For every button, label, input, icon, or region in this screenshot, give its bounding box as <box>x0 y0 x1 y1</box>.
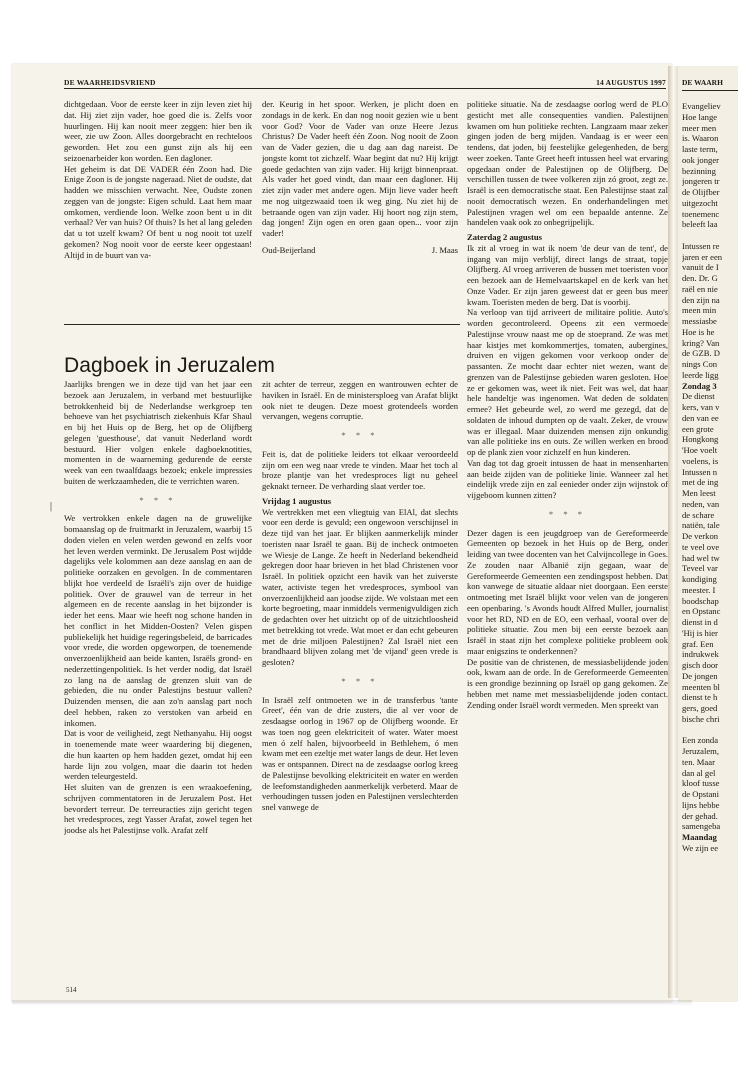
section-break-stars: * * * <box>341 430 379 440</box>
next-page-line: indrukwek <box>682 649 719 660</box>
paragraph: Ik zit al vroeg in wat ik noem 'de deur van de tent', de ingang van mijn verblijf, direct langs de straat, topje Olijfberg. Al vroeg arriveren de bussen met toeristen voor een bezoek aan de Hemelvaartskapel en de kerk van het Onze Vader. Er zijn jaren geweest dat er geen bus meer kwam. Toeristen meden de berg. Dat is voorbij. <box>467 242 668 307</box>
next-page-line: meen min <box>682 305 717 316</box>
next-page-line: laste term, <box>682 144 718 154</box>
paragraph: We vertrokken enkele dagen na de gruwelijke bomaanslag op de fruitmarkt in Jeruzalem, waarbij 15 doden vielen en velen werden gewond en zelfs voor het leven werden verminkt. De Jerusalem Post wijdde dagelijks vele kolommen aan deze aanslag en aan de politieke oorzaken en gevolgen. In de commentaren blijkt hoe verdeeld de Israëli's zijn over de huidige politiek. Over de grauwel van de terreur in het algemeen en de recente aanslag in het bijzonder is ieder het eens. Maar wie heeft nog schone handen in het conflict in het Midden-Oosten? Velen gispen publiekelijk het huidige regeringsbeleid, de barricades voor vrede, die worden opgeworpen, de toenemende onverzoenlijkheid aan beide kanten, Israëls grond- en nederzettingenpolitiek. Is het verder nodig, dat Israël zo lang na de aanslag de grenzen sluit van de gebieden, die nu onder Palestijns bestuur vallen? Duizenden mensen, die aan zo'n aanslag part noch deel hebben, raken zo verstoken van arbeid en inkomen. <box>64 513 252 728</box>
next-page-line: den. Dr. G <box>682 273 718 283</box>
next-page-line: bische chri <box>682 713 720 724</box>
next-page-line: kloof tusse <box>682 778 720 789</box>
next-page-line: graf. Een <box>682 638 714 649</box>
paragraph: Dezer dagen is een jeugdgroep van de Gereformeerde Gemeenten op bezoek in het Huis op de Berg, onder leiding van twee docenten van het Calvijncollege in Goes. Ze zouden naar Albanië zijn gegaan, waar de Gereformeerde Gemeenten een zendingspost hebben. Dat kon vanwege de situatie aldaar niet doorgaan. Een eerste ontmoeting met Israël blijkt voor velen van de jongeren een openbaring. 's Avonds houdt Alfred Muller, journalist voor het RD, ND en de EO, een verhaal, vooral over de politieke situatie. Zou men bij een eerste bezoek aan Israël in staat zijn het complexe politieke probleem ook maar enigszins te onderkennen? <box>467 527 668 656</box>
next-page-line: met de ing <box>682 477 719 488</box>
next-page-line: Teveel var <box>682 563 718 574</box>
signature-place: Oud-Beijerland <box>262 244 316 255</box>
next-page-line: nings Con <box>682 359 718 369</box>
paragraph: De positie van de christenen, de messiasbelijdende joden ook, kwam aan de orde. In de Gereformeerde Gemeenten is een grondige bezinning op Israël op gang gekomen. Ze hebben met name met messiasbelijdende joden contact. Zending onder Israël wordt vermeden. Men spreekt van <box>467 656 668 710</box>
next-page-line: Een zonda <box>682 735 719 746</box>
publication-name: DE WAARHEIDSVRIEND <box>64 78 156 87</box>
next-page-line: kondiging <box>682 574 717 584</box>
next-page-line: messiasbe <box>682 316 717 326</box>
running-header <box>64 76 666 89</box>
next-page-line: had wel tw <box>682 552 720 563</box>
next-page-line: De verkon <box>682 531 719 541</box>
next-page-line: vanuit de I <box>682 262 719 273</box>
diary-date: Zaterdag 2 augustus <box>467 232 542 242</box>
paragraph: der. Keurig in het spoor. Werken, je plicht doen en zondags in de kerk. En dan nog nooit gezien wie u bent voor God? Voor de Vader van onze Heere Jezus Christus? De Vader heeft één Zoon. Nog nooit de Zoon van de Vader gezien, die u dag aan dag nareist. De jongste komt tot zichzelf. Waar begint dat nu? Hij krijgt goede gedachten van zijn vader. Hij krijgt binnenpraat. Als vader het goed vindt, dan maar een dagloner. Hij ziet zijn vader met andere ogen. Mijn lieve vader heeft me nog uitgezwaaid toen ik weg ging. Nu ziet hij de betraande ogen van zijn vader. Hij hoort nog zijn stem, dag jongen! Zijn ogen en oren gaan open... voor zijn vader! <box>262 99 458 238</box>
next-page-line: neden, van <box>682 498 720 509</box>
paragraph: dichtgedaan. Voor de eerste keer in zijn leven ziet hij dat. Hij ziet zijn vader, hoe goed die is. Zelfs voor huurlingen. Hij kan nooit meer zeggen: hier ben ik weer, zie uw Zoon. Alles doorgebracht en rechteloos geworden. Het zou een gunst zijn als hij een seizoenarbeider kon worden. Een dagloner. <box>64 99 252 163</box>
next-page-line: ten. Maar <box>682 756 715 767</box>
next-page-line: Evangeliev <box>682 101 721 111</box>
next-page-line: jongeren tr <box>682 176 720 187</box>
next-page-line: te veel ove <box>682 541 720 552</box>
next-page-line: toenemenc <box>682 208 720 219</box>
next-page-line: 'Hij is hier <box>682 627 718 638</box>
next-page-line: bezinning <box>682 165 716 176</box>
next-page-line: Intussen n <box>682 466 718 477</box>
section-break-stars: * * * <box>341 675 379 686</box>
next-page-line: meenten bl <box>682 681 720 692</box>
next-page-line: voelens, is <box>682 455 719 466</box>
next-page-line: leerde ligg <box>682 369 719 380</box>
next-page-line: uitgezocht <box>682 197 718 208</box>
next-page-line: raël en nie <box>682 283 718 294</box>
paragraph: Dat is voor de veiligheid, zegt Nethanyahu. Hij oogst in toenemende mate weer waardering bij diegenen, die hun kaarten op hem hadden gezet, omdat hij een harde lijn zou volgen, maar die daarin tot heden werden teleurgesteld. <box>64 728 252 782</box>
next-page-line: is. Waaron <box>682 133 719 144</box>
next-page-line: Hoe lange <box>682 111 718 122</box>
next-page-line: de GZB. D <box>682 348 720 359</box>
next-page-line: We zijn ee <box>682 842 719 853</box>
paragraph: Jaarlijks brengen we in deze tijd van het jaar een bezoek aan Jeruzalem, in verband met bestuurlijke betrokkenheid bij de Nederlandse werkgroep ten behoeve van het psychiatrisch ziekenhuis Kfar Shaul en bij het Huis op de Berg, het op de Olijfberg gelegen 'guesthouse', dat vanuit Nederland wordt bestuurd. Hier volgen enkele dagboeknotities, momenten in de waarneming gedurende de eerste week van een twaalfdaags bezoek; enkele impressies buiten de werkzaamheden, die te verrichten waren. <box>64 379 252 486</box>
next-page-line <box>682 230 738 241</box>
next-page-line: meester. I <box>682 584 716 595</box>
top-column-1 <box>64 99 252 260</box>
next-page-line: de Olijfber <box>682 187 720 197</box>
next-page-line: gers, goed <box>682 703 718 713</box>
section-break-stars: * * * <box>139 494 177 505</box>
next-page-line: De jongen <box>682 670 718 681</box>
next-page-line: dan al gel <box>682 767 716 778</box>
next-page-line: een grote <box>682 423 714 434</box>
next-page-line: den van ee <box>682 412 719 423</box>
signature-name: J. Maas <box>431 244 458 255</box>
next-page-line: der gehad. <box>682 810 718 821</box>
next-page-line: meer men <box>682 122 717 133</box>
next-page-line: 'Hoe voelt <box>682 445 718 455</box>
next-page-line: Intussen re <box>682 240 720 251</box>
next-page-line: kring? Van <box>682 337 720 348</box>
article-column-1 <box>64 379 252 985</box>
next-page-line: Hoe is he <box>682 326 715 337</box>
section-break-stars: * * * <box>548 508 587 519</box>
paragraph: Het sluiten van de grenzen is een wraakoefening, schrijven commentatoren in de Jeruzalem Post. Het bevordert terreur. De terreuracties zijn gericht tegen het vredesproces, zegt Yasser Arafat, zowel tegen het joodse als het Palestijnse volk. Arafat zelf <box>64 782 252 835</box>
article-column-2 <box>262 379 458 985</box>
paragraph: Van dag tot dag groeit intussen de haat in mensenharten aan beide zijden van de politieke linie. Wanneer zal het eindelijk vrede zijn en zal eenieder onder zijn wijnstok of vijgeboom kunnen zitten? <box>467 457 668 500</box>
next-page-edge <box>678 66 738 1002</box>
paragraph: Na verloop van tijd arriveert de militaire politie. Auto's worden gecontroleerd. Opeens zit een vermoede Palestijnse vrouw naast me op de stoeprand. Ze was met haar kistjes met komkommertjes, tomaten, aubergines, druiven en vijgen gekomen voor verkoop onder de passanten. Ze mocht daar echter niet wezen, want de grenzen van de Palestijnse gebieden waren gesloten. Hoe ze er gekomen was, weet ik niet. Feit was wel, dat haar hele handeltje was ingenomen. Wat deden de soldaten ermee? Het gebeurde wel, zo werd me gezegd, dat de soldaten de inhoud dumpten op de vaalt. Zeker, de vrouw was er illegaal. Maar duizenden mensen zijn onkundig van alle politieke ins en outs. Ze willen werken en brood op de plank zien voor zichzelf en hun kinderen. <box>467 307 668 457</box>
next-page-line: jaren er een <box>682 251 723 262</box>
next-page-line: dienst te h <box>682 692 718 703</box>
issue-date: 14 AUGUSTUS 1997 <box>596 78 666 87</box>
next-page-line <box>682 725 738 736</box>
next-page-header: DE WAARH <box>682 78 738 91</box>
paragraph: In Israël zelf ontmoeten we in de transferbus 'tante Greet', één van de drie zusters, die al ver voor de zesdaagse oorlog in 1967 op de Olijfberg woonde. Er was toen nog geen elektriciteit of water. Water moest men ó zelf halen, bijvoorbeeld in Bethlehem, ó men kwam met een ezeltje met water langs de deur. Het leven was er ontspannen. Direct na de zesdaagse oorlog kreeg de Palestijnse bevolking elektriciteit en water en werden de leefomstandigheden aanmerkelijk verbeterd. Maar de verhoudingen tussen joden en Palestijnen verslechterden snel vanwege de <box>262 694 458 812</box>
next-page-line: kers, van v <box>682 402 720 412</box>
next-page-line: den zijn na <box>682 294 720 305</box>
next-page-line: de Opstani <box>682 789 719 799</box>
paragraph: We vertrekken met een vliegtuig van ElAl, dat slechts voor een derde is gevuld; een ongewoon verschijnsel in deze tijd van het jaar. Er blijken aanmerkelijk minder toeristen naar Israël te gaan. Bij de incheck ontmoeten we Wiesje de Lange. Ze heeft in Nederland bekendheid gekregen door haar brieven in het blad Christenen voor Israël. In politiek opzicht een havik van het zuiverste water, activiste tegen het vredesproces, symbool van onverzoenlijkheid aan joodse zijde. We volstaan met een korte begroeting, maar inmiddels vermenigvuldigen zich de gedachten over het uitzicht op of de uitzichtloosheid met betrekking tot vrede. Wat moet er dan echt gebeuren met de drie miljoen Palestijnen? Zal Israël niet een brandhaard blijven zolang met 'de vijand' geen vrede is gesloten? <box>262 506 458 667</box>
magazine-page <box>12 64 672 1002</box>
next-page-line: Zondag 3 <box>682 380 717 391</box>
next-page-line: De dienst <box>682 391 715 402</box>
signature-line <box>262 245 458 256</box>
next-page-line: en Opstanc <box>682 606 721 617</box>
paragraph: politieke situatie. Na de zesdaagse oorlog werd de PLO gesticht met alle consequenties vandien. Palestijnen kwamen om hun politieke rechten. Langzaam maar zeker gingen joden de berg mijden. Vandaag is er weer een tendens, dat joden, bij feestelijke gelegenheden, de berg weer zoeken. Tante Greet heeft intussen heel wat ervaring opgedaan onder de Palestijnen op de Olijfberg. De verschillen tussen de twee volkeren zijn zó groot, zegt ze. Israël is een democratische staat. Een Palestijnse staat zal nooit democratisch wezen. En onderhandelingen met Palestijnen vragen wel om een bepaalde antenne. Ze handelen vaak ook zo onbegrijpelijk. <box>467 99 668 228</box>
next-page-line: lijns hebbe <box>682 799 720 810</box>
next-page-line: Jeruzalem, <box>682 746 719 756</box>
next-page-line: de schare <box>682 509 715 520</box>
next-page-line: natiën, tale <box>682 520 720 531</box>
next-page-column <box>682 101 738 854</box>
next-page-line: gisch door <box>682 660 719 670</box>
paragraph: Het geheim is dat DE VADER één Zoon had. Die Enige Zoon is de jongste nageraad. Niet de oudste, dat hadden we misschien verwacht. Nee, Oudste zonen zeggen van de jongste: Eigen schuld. Laat hem maar omkomen, verdiende loon. Welke zoon bent u in dit verhaal? Ver van huis? Of thuis? Is het al lang geleden dat u tot uzelf kwam? Of bent u nog nooit tot uzelf gekomen? Nog nooit voor de eerste keer opgestaan! Altijd in de buurt van va- <box>64 163 252 260</box>
paragraph: zit achter de terreur, zeggen en wantrouwen echter de haviken in Israël. En de ministersploeg van Arafat blijkt ook niet te deugen. Deze moest grotendeels worden vervangen, wegens corruptie. <box>262 379 458 422</box>
next-page-line: samengeba <box>682 821 721 832</box>
page-shadow <box>12 1000 692 1006</box>
article-column-3 <box>467 99 668 985</box>
next-page-line: Hongkong <box>682 434 719 445</box>
page-number: 514 <box>66 986 77 994</box>
next-page-line: Maandag <box>682 832 717 842</box>
next-page-line: beleeft laa <box>682 219 718 230</box>
diary-date: Vrijdag 1 augustus <box>262 495 332 506</box>
next-page-line: ook jonger <box>682 154 719 165</box>
article-headline: Dagboek in Jeruzalem <box>64 354 275 377</box>
margin-mark: | <box>50 501 53 512</box>
next-page-line: boodschap <box>682 595 719 606</box>
top-column-2 <box>262 99 458 256</box>
paragraph: Feit is, dat de politieke leiders tot elkaar veroordeeld zijn om een weg naar vrede te vinden. Maar het toch al broze plantje van het vredesproces ligt nu geheel geknakt terneer. De verharding slaat verder toe. <box>262 448 458 491</box>
section-divider <box>64 324 460 325</box>
next-page-line: Men leest <box>682 488 716 498</box>
next-page-line: dienst in d <box>682 617 718 627</box>
